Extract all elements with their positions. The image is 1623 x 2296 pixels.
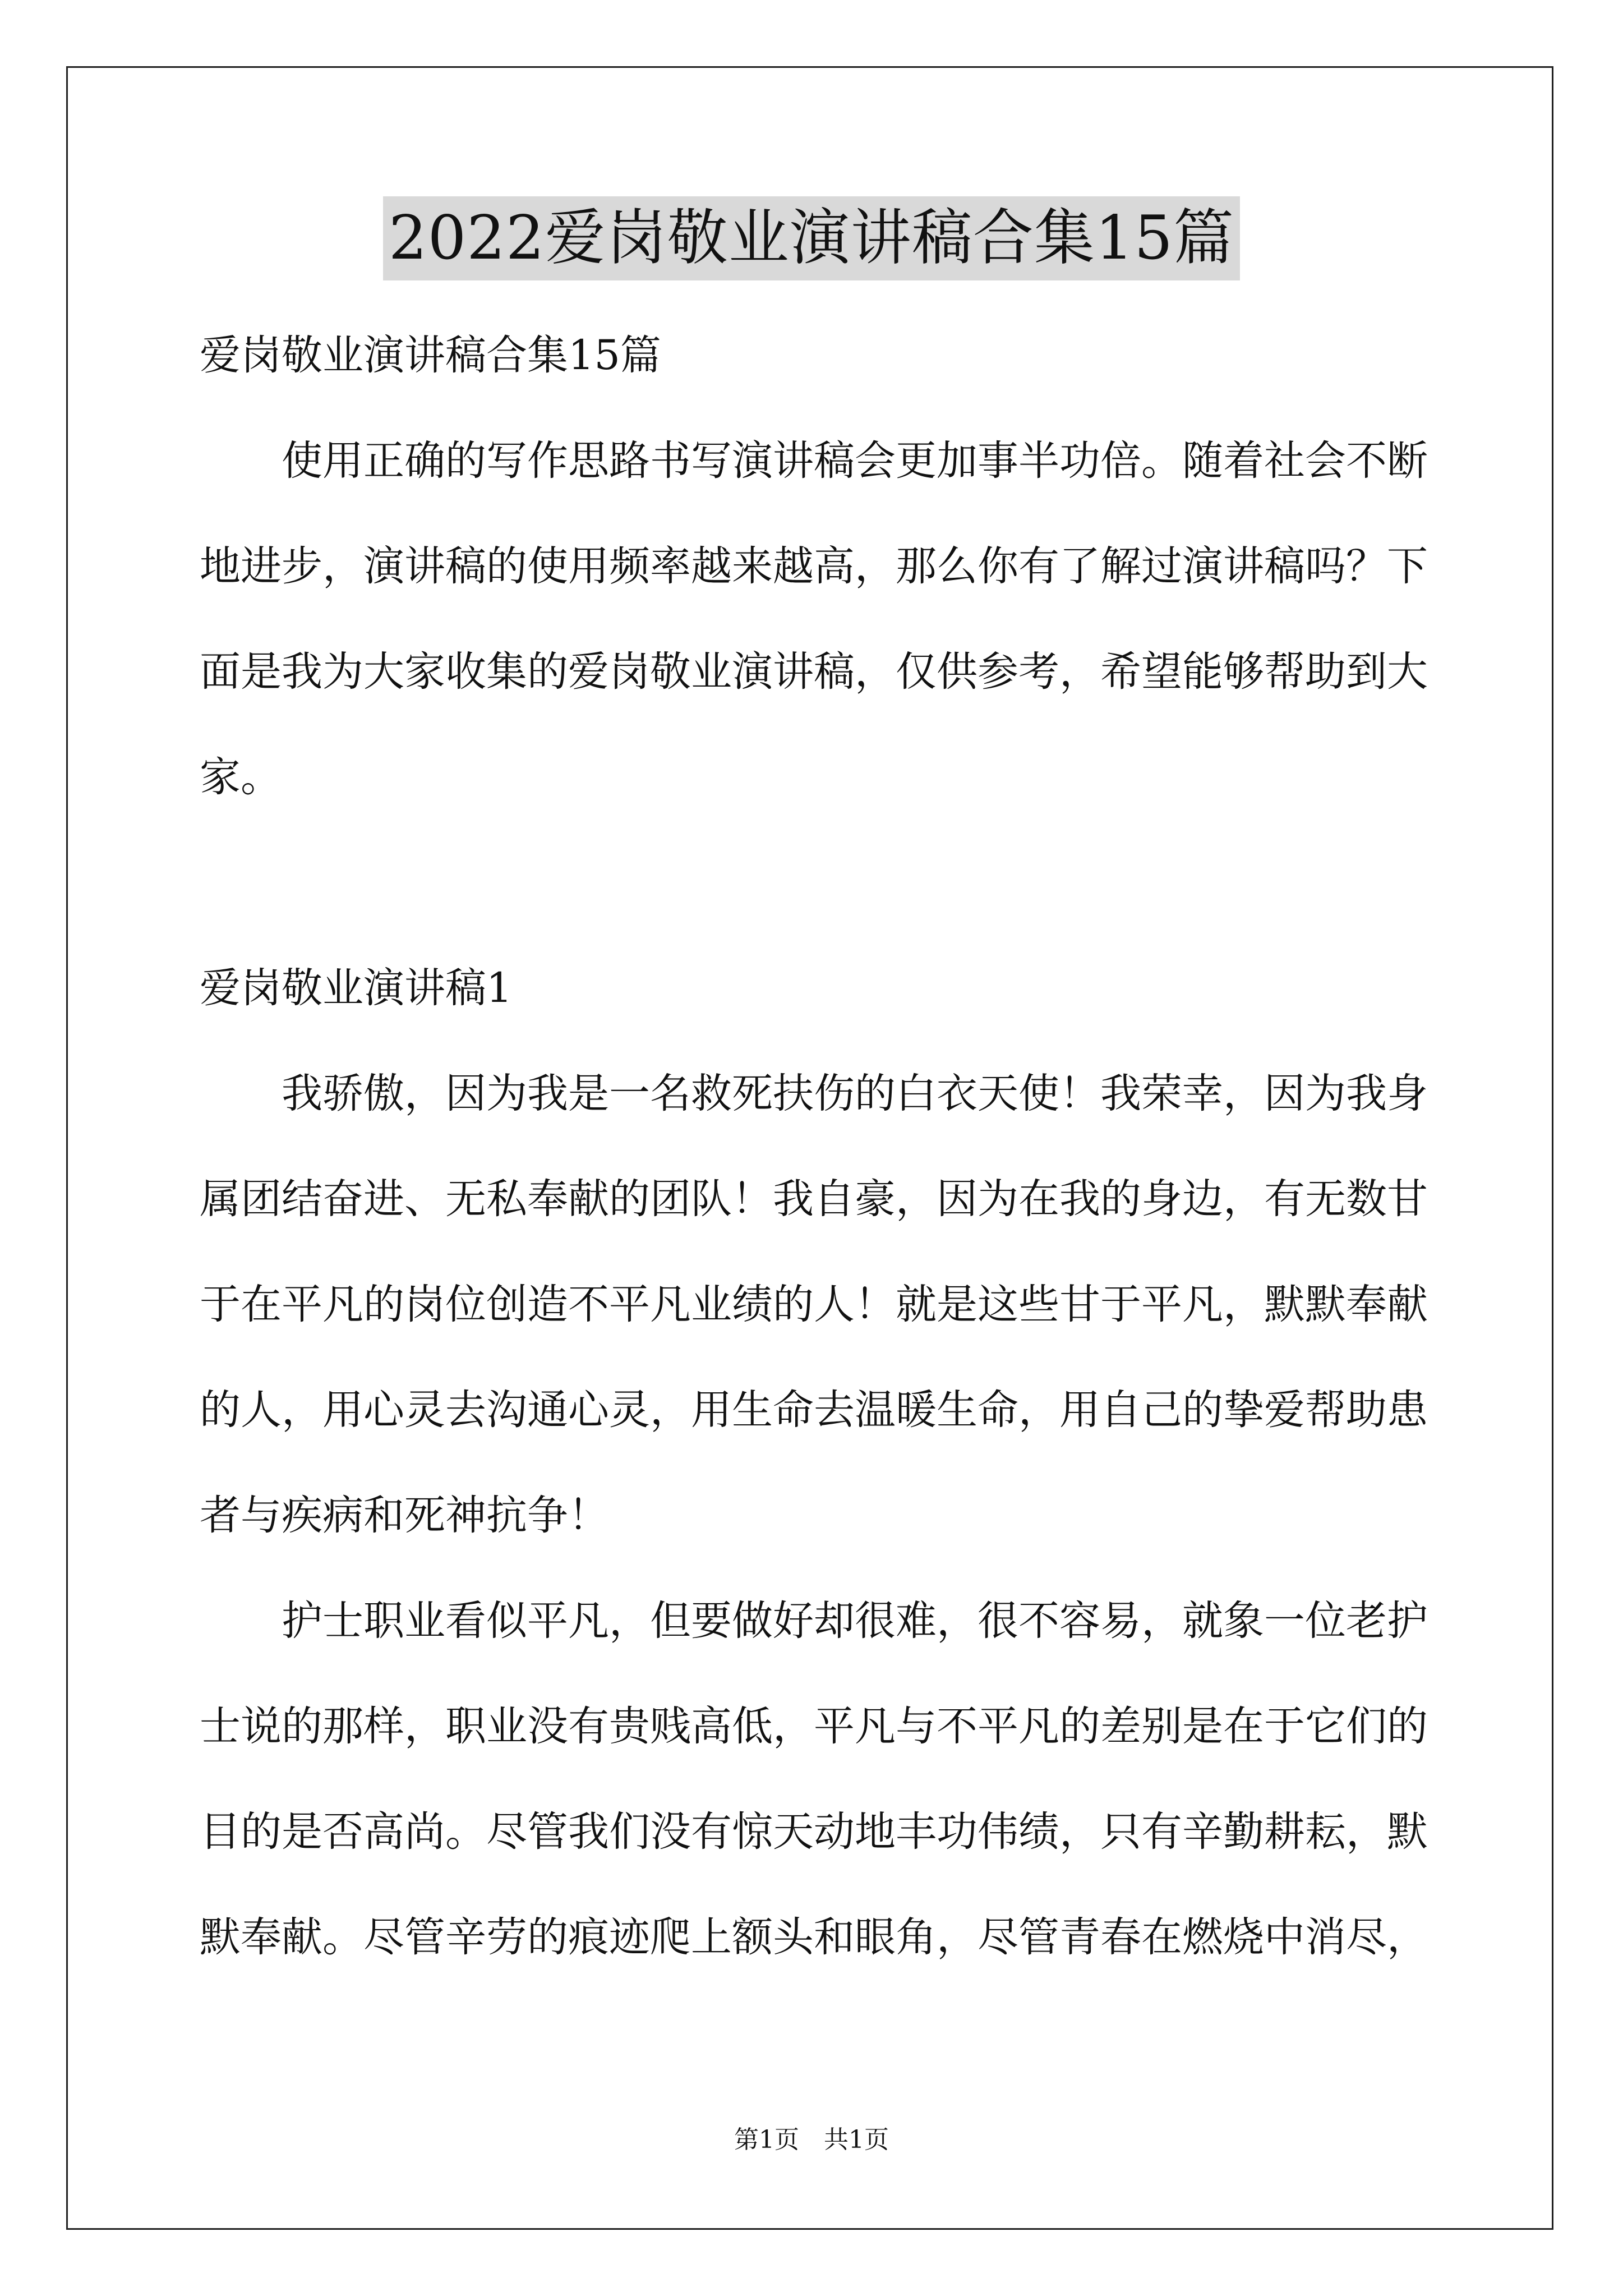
intro-line: 地进步，演讲稿的使用频率越来越高，那么你有了解过演讲稿吗？下 [200, 542, 1428, 590]
paragraph-line: 护士职业看似平凡，但要做好却很难，很不容易，就象一位老护 [282, 1597, 1428, 1645]
paragraph-line: 目的是否高尚。尽管我们没有惊天动地丰功伟绩，只有辛勤耕耘，默 [200, 1808, 1428, 1856]
blank-line [200, 830, 1439, 936]
paragraph-line: 属团结奋进、无私奉献的团队！我自豪，因为在我的身边，有无数甘 [200, 1175, 1428, 1223]
paragraph-line: 默奉献。尽管辛劳的痕迹爬上额头和眼角，尽管青春在燃烧中消尽， [200, 1913, 1428, 1961]
paragraph-line: 者与疾病和死神抗争！ [200, 1492, 609, 1539]
page-footer: 第1页 共1页 [734, 2125, 889, 2154]
section-heading: 爱岗敬业演讲稿1 [200, 964, 513, 1012]
paragraph-line: 士说的那样，职业没有贵贱高低，平凡与不平凡的差别是在于它们的 [200, 1703, 1428, 1750]
paragraph-line: 于在平凡的岗位创造不平凡业绩的人！就是这些甘于平凡，默默奉献 [200, 1281, 1428, 1328]
document-title: 2022爱岗敬业演讲稿合集15篇 [383, 196, 1240, 280]
title-container [0, 196, 1623, 280]
document-body [200, 303, 1439, 1990]
intro-line: 使用正确的写作思路书写演讲稿会更加事半功倍。随着社会不断 [282, 437, 1428, 485]
paragraph-line: 我骄傲，因为我是一名救死扶伤的白衣天使！我荣幸，因为我身 [282, 1070, 1428, 1117]
intro-line: 面是我为大家收集的爱岗敬业演讲稿，仅供参考，希望能够帮助到大 [200, 648, 1428, 696]
document-subtitle: 爱岗敬业演讲稿合集15篇 [200, 332, 661, 379]
intro-line: 家。 [200, 753, 282, 801]
paragraph-line: 的人，用心灵去沟通心灵，用生命去温暖生命，用自己的挚爱帮助患 [200, 1386, 1428, 1434]
